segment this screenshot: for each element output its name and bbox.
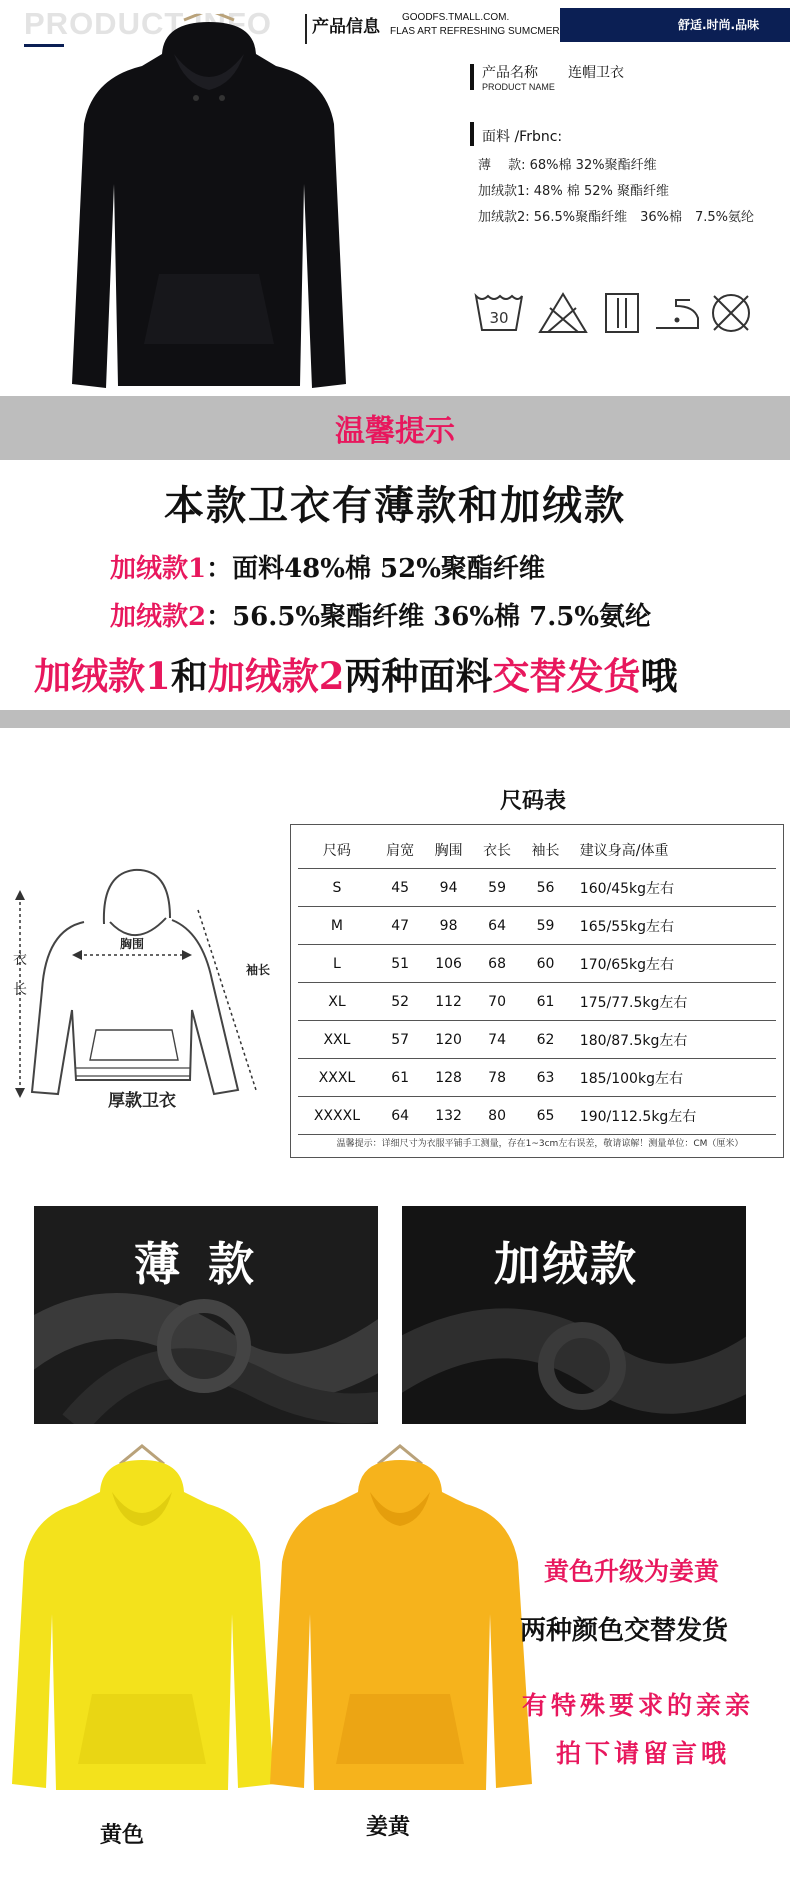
table-cell: 63	[521, 1059, 569, 1097]
hoodie-size-diagram	[6, 860, 282, 1116]
hang-dry-icon	[596, 288, 650, 338]
table-cell: 185/100kg左右	[570, 1059, 776, 1097]
table-cell: 132	[424, 1097, 472, 1135]
chest-label: 胸围	[119, 937, 145, 951]
fabric-line: 加绒款1: 48% 棉 52% 聚酯纤维	[478, 184, 669, 199]
fleece-1-text: ：面料48%棉 52%聚酯纤维	[206, 554, 545, 584]
spec-bar	[470, 64, 474, 90]
header-subtitle-2: FLAS ART REFRESHING SUMCMER	[390, 26, 560, 37]
table-cell: M	[298, 907, 376, 945]
table-cell: 56	[521, 869, 569, 907]
col-header: 尺码	[298, 832, 376, 869]
tips-alternate-shipping	[34, 646, 678, 700]
alt-b: 加绒款2	[207, 654, 345, 698]
table-row	[298, 1097, 776, 1135]
table-cell: 65	[521, 1097, 569, 1135]
table-cell: XXXL	[298, 1059, 376, 1097]
ginger-label: 姜黄	[366, 1814, 411, 1840]
section-divider	[0, 710, 790, 728]
table-cell: L	[298, 945, 376, 983]
table-cell: 112	[424, 983, 472, 1021]
table-cell: 94	[424, 869, 472, 907]
fleece-2-text: ：56.5%聚酯纤维 36%棉 7.5%氨纶	[206, 602, 652, 632]
special-request-note-2: 拍下请留言哦	[556, 1739, 731, 1768]
table-cell: 59	[473, 869, 521, 907]
size-table-header-row	[298, 832, 776, 869]
table-cell: 59	[521, 907, 569, 945]
col-header: 建议身高/体重	[570, 832, 776, 869]
table-cell: 98	[424, 907, 472, 945]
table-cell: XXXXL	[298, 1097, 376, 1135]
table-cell: 60	[521, 945, 569, 983]
length-label-1: 衣	[13, 952, 27, 968]
size-table-frame	[290, 824, 784, 1158]
alt-a: 加绒款1	[34, 654, 171, 698]
product-info-title: PRODUCT INFO	[24, 6, 272, 41]
table-row	[298, 869, 776, 907]
title-underline	[24, 44, 64, 47]
iron-icon	[650, 288, 704, 338]
fabric-label: 面料 /Frbnc:	[482, 129, 563, 145]
table-row	[298, 983, 776, 1021]
table-cell: 120	[424, 1021, 472, 1059]
table-cell: 61	[376, 1059, 424, 1097]
table-cell: 45	[376, 869, 424, 907]
table-cell: 175/77.5kg左右	[570, 983, 776, 1021]
table-cell: XL	[298, 983, 376, 1021]
ginger-hoodie-image	[270, 1444, 540, 1804]
product-name-label: 产品名称	[482, 65, 538, 81]
length-label-2: 长	[13, 982, 27, 998]
alt-highlight: 交替发货	[492, 654, 641, 698]
product-name-value: 连帽卫衣	[568, 65, 624, 81]
fleece-fabric-label: 加绒款	[494, 1237, 638, 1291]
table-cell: 170/65kg左右	[570, 945, 776, 983]
table-cell: S	[298, 869, 376, 907]
table-cell: 61	[521, 983, 569, 1021]
wash-30-icon	[472, 288, 526, 338]
table-row	[298, 1021, 776, 1059]
table-cell: 64	[473, 907, 521, 945]
table-cell: 62	[521, 1021, 569, 1059]
tips-main-text: 本款卫衣有薄款和加绒款	[164, 482, 626, 529]
table-cell: 80	[473, 1097, 521, 1135]
table-cell: 160/45kg左右	[570, 869, 776, 907]
fleece-2-label: 加绒款2	[110, 602, 207, 632]
no-bleach-icon	[536, 288, 590, 338]
table-cell: 57	[376, 1021, 424, 1059]
table-cell: 47	[376, 907, 424, 945]
alt-mid: 两种面料	[344, 654, 493, 698]
sleeve-label: 袖长	[245, 963, 271, 977]
tips-line-1	[110, 548, 545, 585]
table-cell: XXL	[298, 1021, 376, 1059]
special-request-note-1: 有特殊要求的亲亲	[522, 1691, 755, 1720]
no-dryclean-icon	[704, 288, 758, 338]
table-cell: 68	[473, 945, 521, 983]
product-name-label-en: PRODUCT NAME	[482, 82, 555, 92]
table-cell: 70	[473, 983, 521, 1021]
table-cell: 64	[376, 1097, 424, 1135]
table-cell: 52	[376, 983, 424, 1021]
alternate-color-note: 两种颜色交替发货	[520, 1616, 729, 1646]
tagline: 舒适.时尚.品味	[678, 18, 760, 32]
size-table	[298, 832, 776, 1135]
diagram-caption: 厚款卫衣	[108, 1091, 176, 1111]
col-header: 肩宽	[376, 832, 424, 869]
col-header: 衣长	[473, 832, 521, 869]
tips-line-2	[110, 596, 651, 633]
col-header: 袖长	[521, 832, 569, 869]
table-row	[298, 945, 776, 983]
fabric-line: 薄 款: 68%棉 32%聚酯纤维	[478, 158, 657, 173]
spec-bar	[470, 122, 474, 146]
alt-end: 哦	[640, 654, 678, 698]
size-chart-note: 温馨提示：详细尺寸为衣服平铺手工测量，存在1~3cm左右误差，敬请谅解！测量单位：CM（厘米）	[336, 1139, 744, 1149]
thin-fabric-photo	[34, 1206, 378, 1424]
svg-text:30: 30	[489, 309, 509, 327]
fleece-1-label: 加绒款1	[110, 554, 207, 584]
table-cell: 180/87.5kg左右	[570, 1021, 776, 1059]
yellow-label: 黄色	[100, 1822, 145, 1848]
table-cell: 106	[424, 945, 472, 983]
table-cell: 51	[376, 945, 424, 983]
thin-fabric-label: 薄 款	[134, 1237, 261, 1291]
fleece-fabric-photo	[402, 1206, 746, 1424]
table-cell: 165/55kg左右	[570, 907, 776, 945]
table-cell: 190/112.5kg左右	[570, 1097, 776, 1135]
product-info-cn-title: 产品信息	[312, 17, 380, 37]
table-cell: 128	[424, 1059, 472, 1097]
header-subtitle-1: GOODFS.TMALL.COM.	[402, 12, 510, 23]
tips-title: 温馨提示	[335, 414, 455, 449]
col-header: 胸围	[424, 832, 472, 869]
yellow-hoodie-image	[12, 1444, 282, 1804]
black-hoodie-image	[64, 14, 354, 396]
table-row	[298, 907, 776, 945]
size-chart-title: 尺码表	[500, 789, 567, 814]
upgrade-note: 黄色升级为姜黄	[544, 1557, 720, 1586]
alt-and: 和	[170, 654, 208, 698]
table-row	[298, 1059, 776, 1097]
table-cell: 74	[473, 1021, 521, 1059]
table-cell: 78	[473, 1059, 521, 1097]
fabric-line: 加绒款2: 56.5%聚酯纤维 36%棉 7.5%氨纶	[478, 210, 755, 225]
